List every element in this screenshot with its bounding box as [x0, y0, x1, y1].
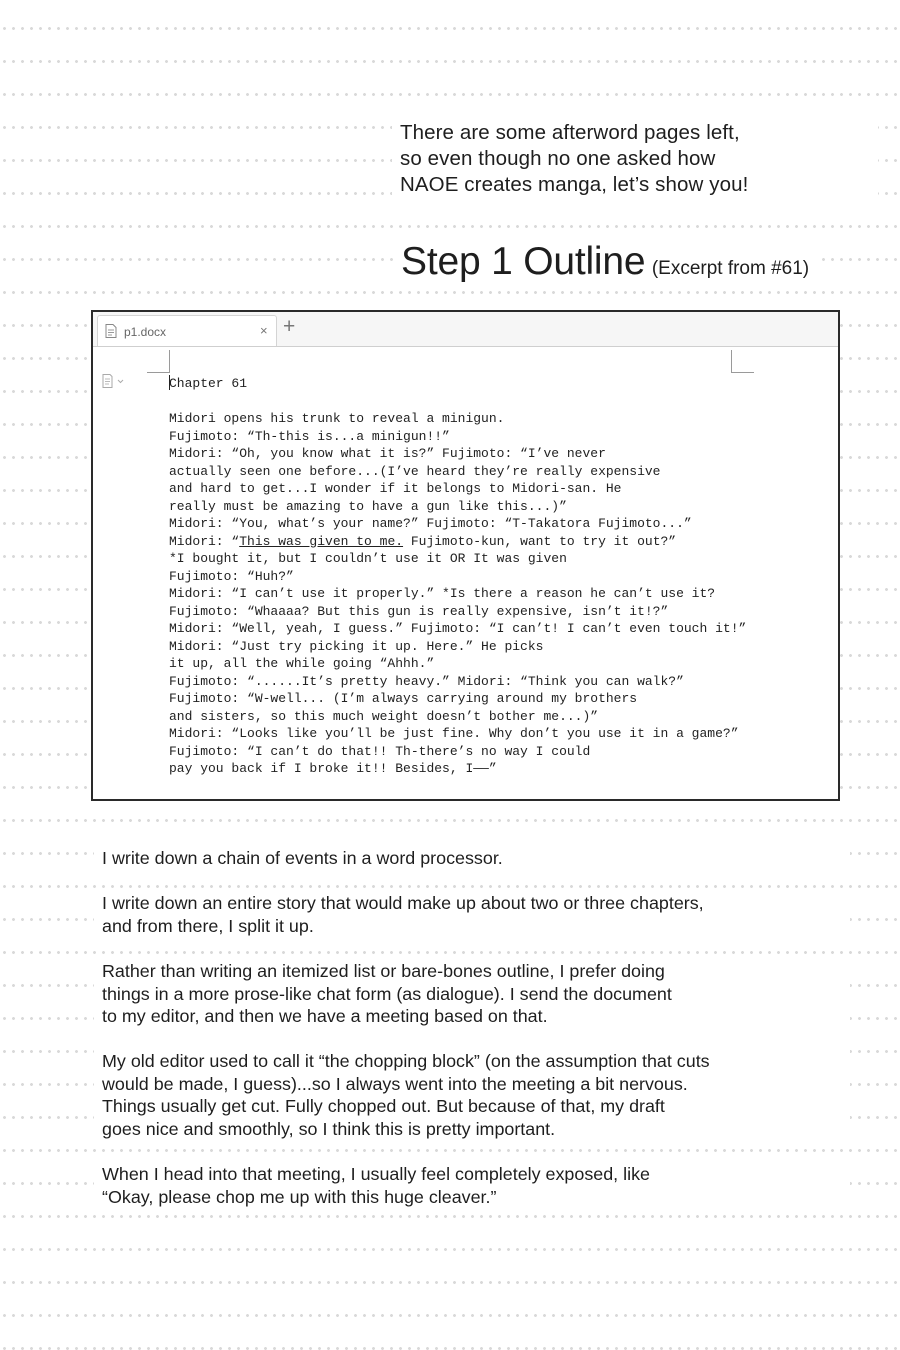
margin-corner-right [731, 350, 754, 373]
para-line: things in a more prose-like chat form (as dialogue). I send the document [102, 983, 672, 1004]
underlined-text: This was given to me. [239, 533, 404, 549]
para-line: Rather than writing an itemized list or bare-bones outline, I prefer doing [102, 961, 665, 981]
para-line: “Okay, please chop me up with this huge cleaver.” [102, 1186, 497, 1207]
doc-line: and sisters, so this much weight doesn’t bother me...)” [169, 708, 599, 724]
paragraph-1 [94, 846, 850, 871]
tab-bar [93, 312, 838, 347]
doc-line: Midori opens his trunk to reveal a minigun. [169, 411, 505, 426]
doc-line: Fujimoto: “Whaaaa? But this gun is really expensive, isn’t it!?” [169, 603, 669, 619]
doc-line: Midori: “You, what’s your name?” Fujimoto: “T-Takatora Fujimoto...” [169, 516, 692, 531]
doc-line [169, 533, 829, 551]
doc-line: really must be amazing to have a gun like this...)” [169, 498, 567, 514]
document-icon [105, 324, 117, 338]
doc-text: Midori: “ [169, 533, 240, 549]
doc-line: Midori: “Looks like you’ll be just fine. Why don’t you use it in a game?” [169, 726, 739, 741]
para-line: I write down an entire story that would make up about two or three chapters, [102, 893, 704, 913]
doc-text: Fujimoto-kun, want to try it out?” [403, 533, 677, 549]
tab-document[interactable] [97, 315, 277, 346]
doc-line: Midori: “Oh, you know what it is?” Fujimoto: “I’ve never [169, 446, 606, 461]
document-body[interactable] [169, 375, 829, 778]
heading-title: Step 1 Outline [401, 240, 646, 283]
close-icon[interactable]: × [260, 323, 268, 338]
doc-line: Midori: “Just try picking it up. Here.” He picks [169, 638, 544, 654]
page-format-icon[interactable] [102, 374, 126, 388]
doc-line: Fujimoto: “W-well... (I’m always carrying around my brothers [169, 691, 638, 706]
para-line: Things usually get cut. Fully chopped out. But because of that, my draft [102, 1096, 665, 1116]
doc-line: pay you back if I broke it!! Besides, I——” [169, 761, 497, 776]
para-line: and from there, I split it up. [102, 915, 314, 936]
doc-line: and hard to get...I wonder if it belongs to Midori-san. He [169, 481, 622, 496]
new-tab-button[interactable]: + [283, 315, 296, 338]
intro-text [392, 118, 878, 200]
intro-line: so even though no one asked how [400, 147, 716, 170]
tab-title: p1.docx [124, 325, 167, 339]
paragraph-4 [94, 1049, 850, 1141]
para-line: My old editor used to call it “the chopping block” (on the assumption that cuts [102, 1051, 710, 1071]
paragraph-3 [94, 959, 850, 1029]
para-line: to my editor, and then we have a meeting based on that. [102, 1006, 548, 1026]
para-line: would be made, I guess)...so I always went into the meeting a bit nervous. [102, 1073, 688, 1094]
para-line: When I head into that meeting, I usually feel completely exposed, like [102, 1164, 650, 1184]
paragraph-2 [94, 891, 850, 938]
doc-line: actually seen one before...(I’ve heard they’re really expensive [169, 463, 661, 479]
para-line: I write down a chain of events in a word processor. [102, 848, 503, 868]
section-heading [393, 236, 817, 288]
doc-line: Midori: “I can’t use it properly.” *Is there a reason he can’t use it? [169, 586, 716, 601]
doc-line: Fujimoto: “......It’s pretty heavy.” Midori: “Think you can walk?” [169, 673, 684, 689]
doc-line: it up, all the while going “Ahhh.” [169, 656, 435, 671]
paragraph-5 [94, 1162, 850, 1209]
doc-line: Midori: “Well, yeah, I guess.” Fujimoto: “I can’t! I can’t even touch it!” [169, 621, 747, 636]
chapter-line [169, 375, 829, 393]
doc-line: Fujimoto: “Huh?” [169, 568, 294, 584]
intro-line: There are some afterword pages left, [400, 121, 740, 144]
word-processor-window [91, 310, 840, 801]
para-line: goes nice and smoothly, so I think this is pretty important. [102, 1118, 556, 1139]
intro-line: NAOE creates manga, let’s show you! [400, 173, 749, 196]
margin-corner-left [147, 350, 170, 373]
doc-line: Fujimoto: “I can’t do that!! Th-there’s no way I could [169, 743, 591, 759]
heading-subtitle: (Excerpt from #61) [651, 258, 810, 279]
doc-line: *I bought it, but I couldn’t use it OR It was given [169, 551, 567, 566]
doc-line: Fujimoto: “Th-this is...a minigun!!” [169, 428, 450, 444]
chapter-title: Chapter 61 [169, 376, 248, 391]
